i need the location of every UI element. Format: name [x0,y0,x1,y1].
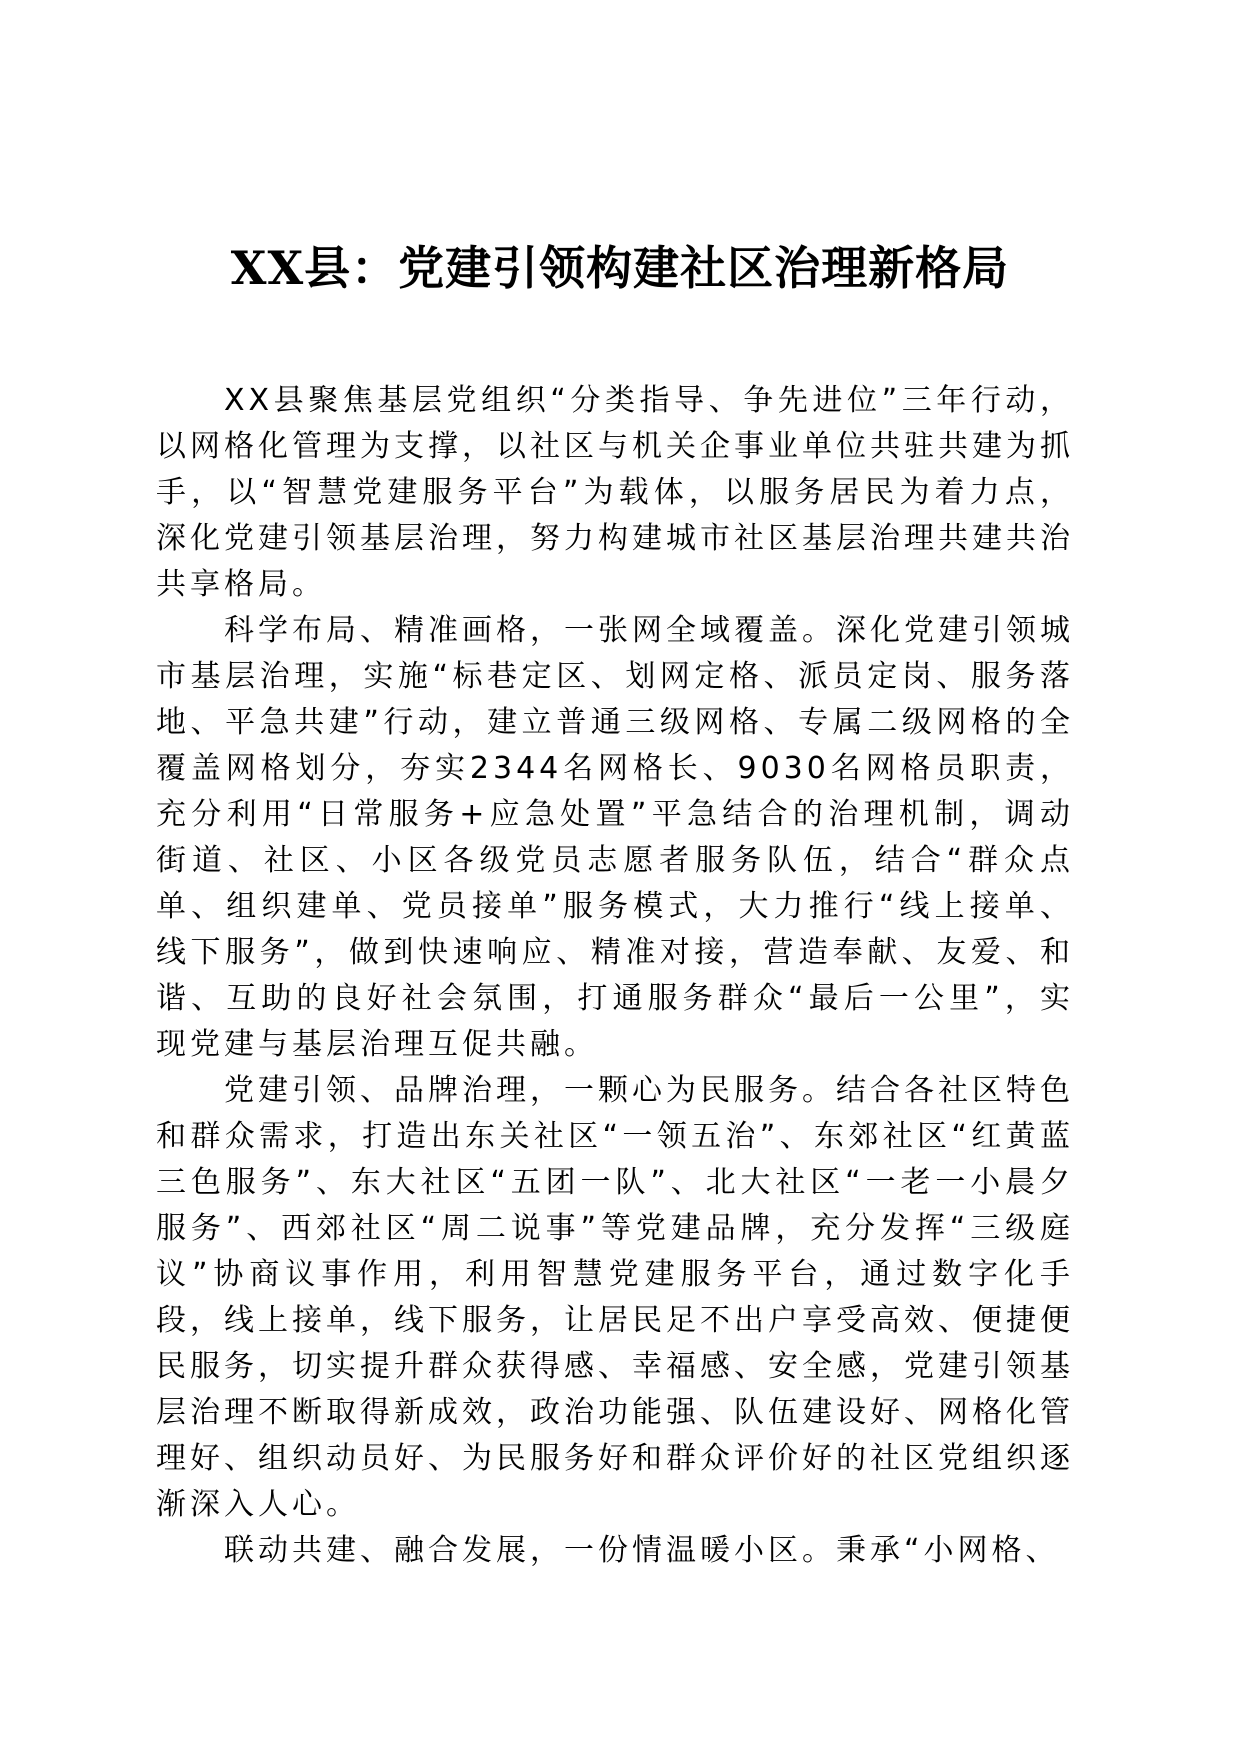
paragraph-grid-coverage: 科学布局、精准画格，一张网全域覆盖。深化党建引领城市基层治理，实施“标巷定区、划网定格、派员定岗、服务落地、平急共建”行动，建立普通三级网格、专属二级网格的全覆盖网格划分，夯实2344名网格长、9030名网格员职责，充分利用“日常服务+应急处置”平急结合的治理机制，调动街道、社区、小区各级党员志愿者服务队伍，结合“群众点单、组织建单、党员接单”服务模式，大力推行“线上接单、线下服务”，做到快速响应、精准对接，营造奉献、友爱、和谐、互助的良好社会氛围，打通服务群众“最后一公里”，实现党建与基层治理互促共融。 [156,613,1074,1062]
paragraph-brand-governance: 党建引领、品牌治理，一颗心为民服务。结合各社区特色和群众需求，打造出东关社区“一领五治”、东郊社区“红黄蓝三色服务”、东大社区“五团一队”、北大社区“一老一小晨夕服务”、西郊社区“周二说事”等党建品牌，充分发挥“三级庭议”协商议事作用，利用智慧党建服务平台，通过数字化手段，线上接单，线下服务，让居民足不出户享受高效、便捷便民服务，切实提升群众获得感、幸福感、安全感，党建引领基层治理不断取得新成效，政治功能强、队伍建设好、网格化管理好、组织动员好、为民服务好和群众评价好的社区党组织逐渐深入人心。 [156,1073,1074,1522]
document-title: XX县：党建引领构建社区治理新格局 [230,241,1010,295]
paragraph-intro: XX县聚焦基层党组织“分类指导、争先进位”三年行动，以网格化管理为支撑，以社区与机关企事业单位共驻共建为抓手，以“智慧党建服务平台”为载体，以服务居民为着力点，深化党建引领基层治理，努力构建城市社区基层治理共建共治共享格局。 [156,383,1074,602]
document-body [156,378,1074,1574]
paragraph-joint-building: 联动共建、融合发展，一份情温暖小区。秉承“小网格、 [224,1533,1060,1568]
